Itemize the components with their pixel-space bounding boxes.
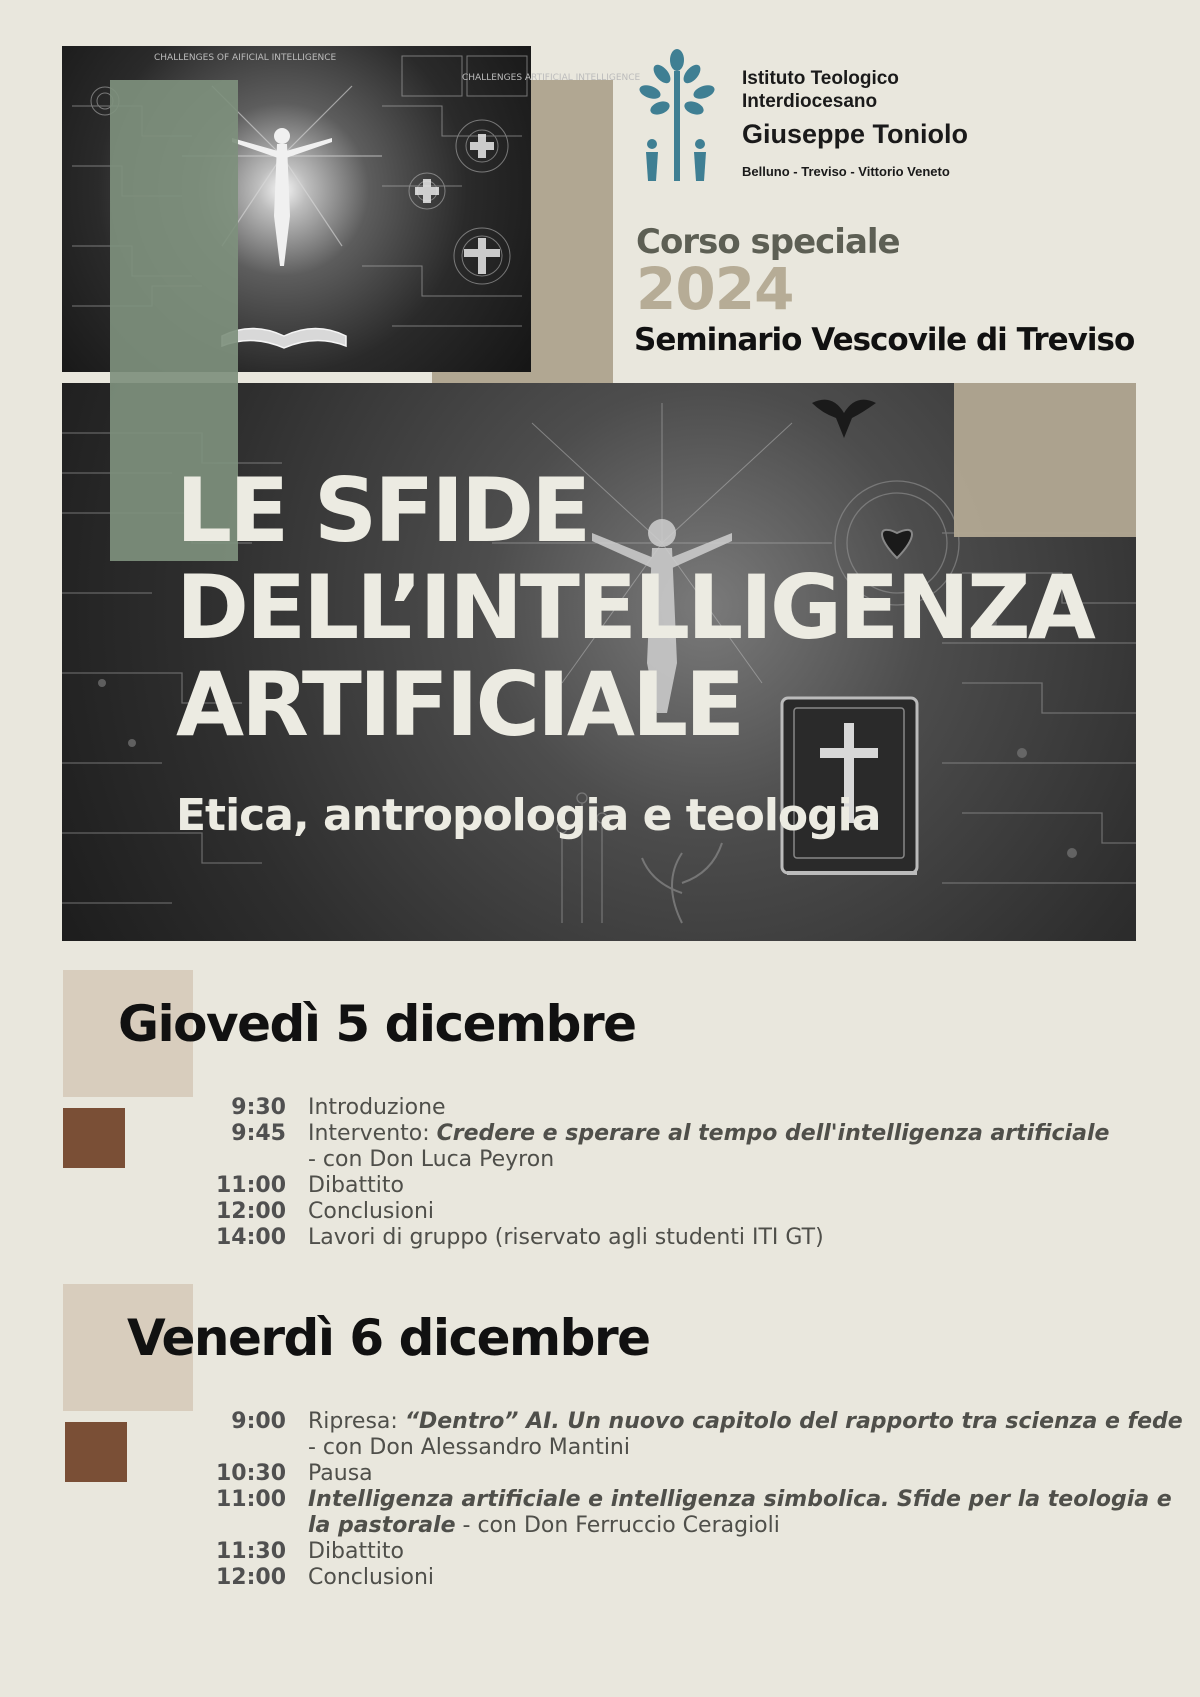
talk-title: Credere e sperare al tempo dell'intelligenza artificiale — [436, 1121, 1110, 1146]
day-1-schedule — [202, 1095, 1162, 1255]
day-2-schedule — [202, 1409, 1183, 1593]
event-title: LE SFIDE DELL’INTELLIGENZA ARTIFICIALE — [176, 459, 1093, 756]
day-2-title: Venerdì 6 dicembre — [127, 1309, 650, 1367]
schedule-time: 11:00 — [215, 1487, 286, 1512]
schedule-text: Lavori di gruppo (riservato agli studenti ITI GT) — [308, 1225, 824, 1250]
talk-title-continued: la pastorale — [308, 1513, 456, 1538]
image-caption-right: CHALLENGES ARTIFICIAL INTELLIGENCE — [462, 73, 641, 83]
schedule-time: 9:30 — [231, 1095, 286, 1120]
day-1-title: Giovedì 5 dicembre — [118, 995, 636, 1053]
schedule-time: 9:45 — [231, 1121, 286, 1146]
schedule-time: 11:00 — [215, 1173, 286, 1198]
day-decor-small-square — [65, 1422, 127, 1482]
schedule-text: Conclusioni — [308, 1565, 435, 1590]
institute-line-1: Istituto Teologico — [742, 68, 899, 89]
schedule-time: 12:00 — [215, 1199, 286, 1224]
talk-title: “Dentro” AI. Un nuovo capitolo del rapporto tra scienza e fede — [404, 1409, 1183, 1434]
institute-line-2: Interdiocesano — [742, 91, 878, 112]
event-subtitle: Etica, antropologia e teologia — [176, 790, 881, 841]
dioceses-line: Belluno - Treviso - Vittorio Veneto — [742, 164, 950, 179]
schedule-time: 10:30 — [215, 1461, 286, 1486]
speaker-line: - con Don Alessandro Mantini — [308, 1435, 630, 1460]
course-place: Seminario Vescovile di Treviso — [634, 322, 1135, 358]
day-decor-small-square — [63, 1108, 125, 1168]
course-year: 2024 — [636, 255, 794, 323]
schedule-prefix: Ripresa: — [308, 1409, 405, 1434]
schedule-time: 11:30 — [215, 1539, 286, 1564]
speaker-line: - con Don Ferruccio Ceragioli — [455, 1513, 780, 1538]
image-caption-left: CHALLENGES OF AIFICIAL INTELLIGENCE — [154, 53, 337, 63]
talk-title: Intelligenza artificiale e intelligenza simbolica. Sfide per la teologia e — [308, 1487, 1172, 1512]
institute-name: Giuseppe Toniolo — [742, 119, 968, 149]
tree-logo-icon — [632, 46, 722, 190]
schedule-text: Dibattito — [308, 1539, 404, 1564]
schedule-text: Dibattito — [308, 1173, 404, 1198]
schedule-text — [308, 1121, 1109, 1146]
schedule-prefix: Intervento: — [308, 1121, 437, 1146]
schedule-time: 9:00 — [231, 1409, 286, 1434]
schedule-text — [308, 1409, 1183, 1434]
schedule-text — [308, 1487, 1172, 1512]
schedule-text — [308, 1513, 780, 1538]
schedule-text: Pausa — [308, 1461, 373, 1486]
course-label: Corso speciale — [636, 222, 900, 262]
speaker-line: - con Don Luca Peyron — [308, 1147, 555, 1172]
schedule-text: Conclusioni — [308, 1199, 435, 1224]
schedule-time: 14:00 — [215, 1225, 286, 1250]
schedule-text: Introduzione — [308, 1095, 446, 1120]
schedule-time: 12:00 — [215, 1565, 286, 1590]
